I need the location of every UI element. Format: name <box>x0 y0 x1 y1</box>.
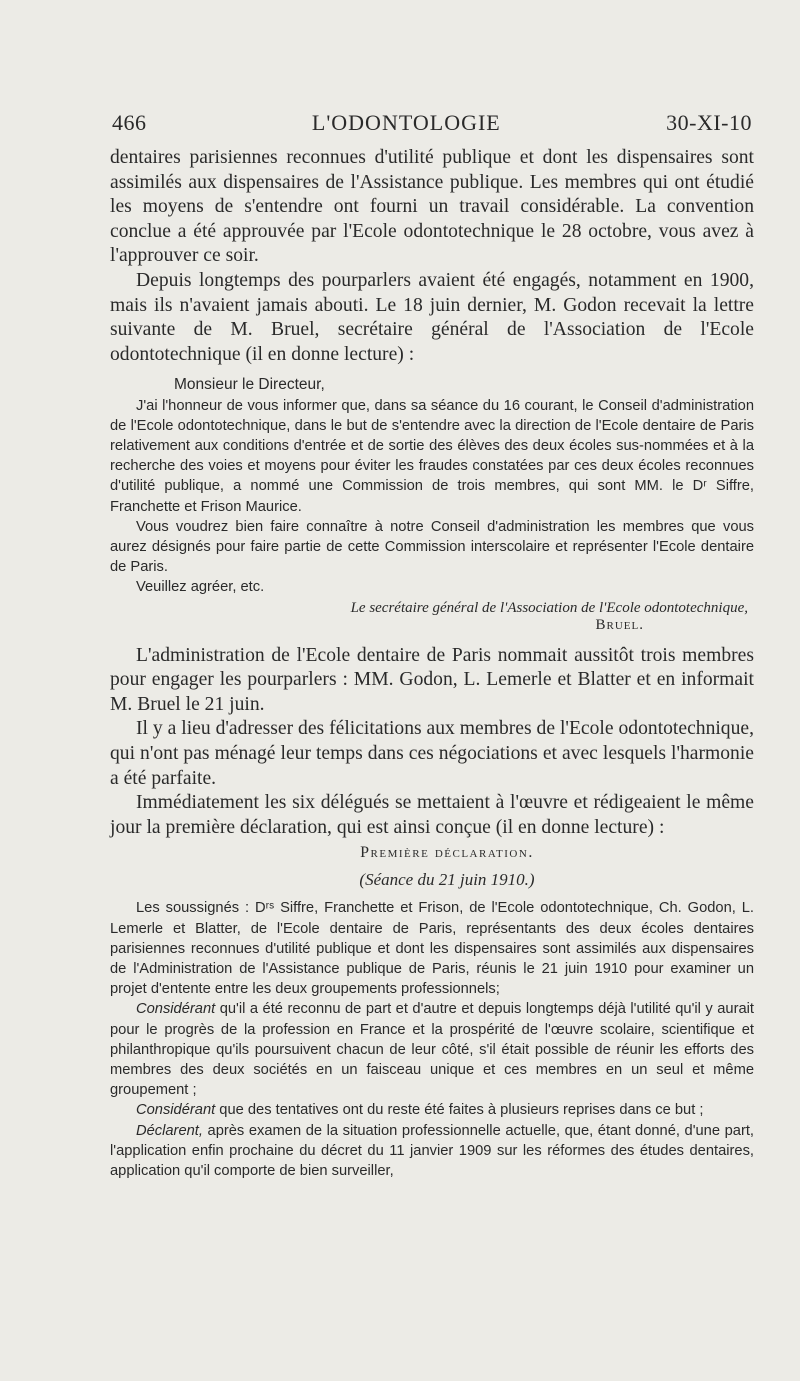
declaration-paragraph-2-text: qu'il a été reconnu de part et d'autre et depuis longtemps déjà l'utilité qu'il y aurait pour le progrès de la profession en France et la prospérité de l'œuvre scolaire, scientifique et philanthropique qu'ils poursuivent chacun de leur côté, s'il était possible de réunir les efforts des membres des deux sociétés en un faisceau unique et ces membres en un seul et même groupement ; <box>110 1001 754 1099</box>
letter-paragraph-1: J'ai l'honneur de vous informer que, dans sa séance du 16 courant, le Conseil d'administration de l'Ecole odontotechnique, dans le but de s'entendre avec la direction de l'Ecole dentaire de Paris relativement aux conditions d'entrée et de sortie des élèves des deux écoles sus-nommées et à la recherche des voies et moyens pour éviter les fraudes constatées par ces deux écoles reconnues d'utilité publique, a nommé une Commission de trois membres, qui sont MM. le Dʳ Siffre, Franchette et Frison Maurice. <box>110 397 754 515</box>
paragraph-1: dentaires parisiennes reconnues d'utilité publique et dont les dispensaires sont assimilés aux dispensaires de l'Assistance publique. Les membres qui ont étudié les moyens de s'entendre ont fourni un travail considérable. La convention conclue a été approuvée par l'Ecole odontotechnique le 28 octobre, vous avez à l'approuver ce soir. <box>110 147 754 267</box>
letter-signature-role: Le secrétaire général de l'Association de l'Ecole odontotechnique, <box>350 599 748 616</box>
paragraph-5: Immédiatement les six délégués se mettaient à l'œuvre et rédigeaient le même jour la première déclaration, qui est ainsi conçue (il en donne lecture) : <box>110 792 754 838</box>
declaration-paragraph-2 <box>110 999 754 1100</box>
declaration-paragraph-3 <box>110 1100 754 1120</box>
letter <box>110 375 754 633</box>
paragraph-4: Il y a lieu d'adresser des félicitations aux membres de l'Ecole odontotechnique, qui n'ont pas ménagé leur temps dans ces négociations et avec lesquels l'harmonie a été parfaite. <box>110 718 754 789</box>
issue-date: 30-XI-10 <box>666 110 752 135</box>
declaration-title: Première déclaration. <box>360 844 534 862</box>
page-number: 466 <box>112 110 147 135</box>
declaration-paragraph-4-lead: Déclarent, <box>136 1122 203 1139</box>
declaration <box>110 844 754 1181</box>
paragraph-2: Depuis longtemps des pourparlers avaient été engagés, notamment en 1900, mais ils n'avaient jamais abouti. Le 18 juin dernier, M. Godon recevait la lettre suivante de M. Bruel, secrétaire général de l'Association de l'Ecole odontotechnique (il en donne lecture) : <box>110 269 754 365</box>
declaration-paragraph-1: Les soussignés : Dʳˢ Siffre, Franchette et Frison, de l'Ecole odontotechnique, Ch. Godon, L. Lemerle et Blatter, de l'Ecole dentaire de Paris, représentants des deux écoles dentaires parisiennes reconnues d'utilité publique et dont les dispensaires sont assimilés aux dispensaires de l'Administration de l'Assistance publique de Paris, réunis le 21 juin 1910 pour examiner un projet d'entente entre les deux groupements professionnels; <box>110 900 754 998</box>
letter-paragraph-2: Vous voudrez bien faire connaître à notre Conseil d'administration les membres que vous aurez désignés pour faire partie de cette Commission interscolaire et représenter l'Ecole dentaire de Paris. <box>110 518 754 576</box>
declaration-paragraph-2-lead: Considérant <box>136 1001 216 1018</box>
running-header <box>112 110 752 136</box>
letter-paragraph-3: Veuillez agréer, etc. <box>136 579 265 596</box>
declaration-paragraph-4-text: après examen de la situation professionnelle actuelle, que, étant donné, d'une part, l'application enfin prochaine du décret du 11 janvier 1909 sur les réformes des études dentaires, application qu'il comporte de bien surveiller, <box>110 1122 754 1179</box>
journal-title: L'ODONTOLOGIE <box>311 110 501 135</box>
declaration-date: (Séance du 21 juin 1910.) <box>359 870 535 890</box>
declaration-paragraph-4 <box>110 1121 754 1182</box>
paragraph-3: L'administration de l'Ecole dentaire de Paris nommait aussitôt trois membres pour engager les pourparlers : MM. Godon, L. Lemerle et Blatter et en informait M. Bruel le 21 juin. <box>110 644 754 715</box>
declaration-paragraph-3-lead: Considérant <box>136 1102 216 1119</box>
page-body <box>110 146 754 1181</box>
declaration-paragraph-3-text: que des tentatives ont du reste été faites à plusieurs reprises dans ce but ; <box>215 1102 704 1119</box>
letter-signature-name: Bruel. <box>595 616 644 633</box>
letter-salutation: Monsieur le Directeur, <box>174 376 325 394</box>
